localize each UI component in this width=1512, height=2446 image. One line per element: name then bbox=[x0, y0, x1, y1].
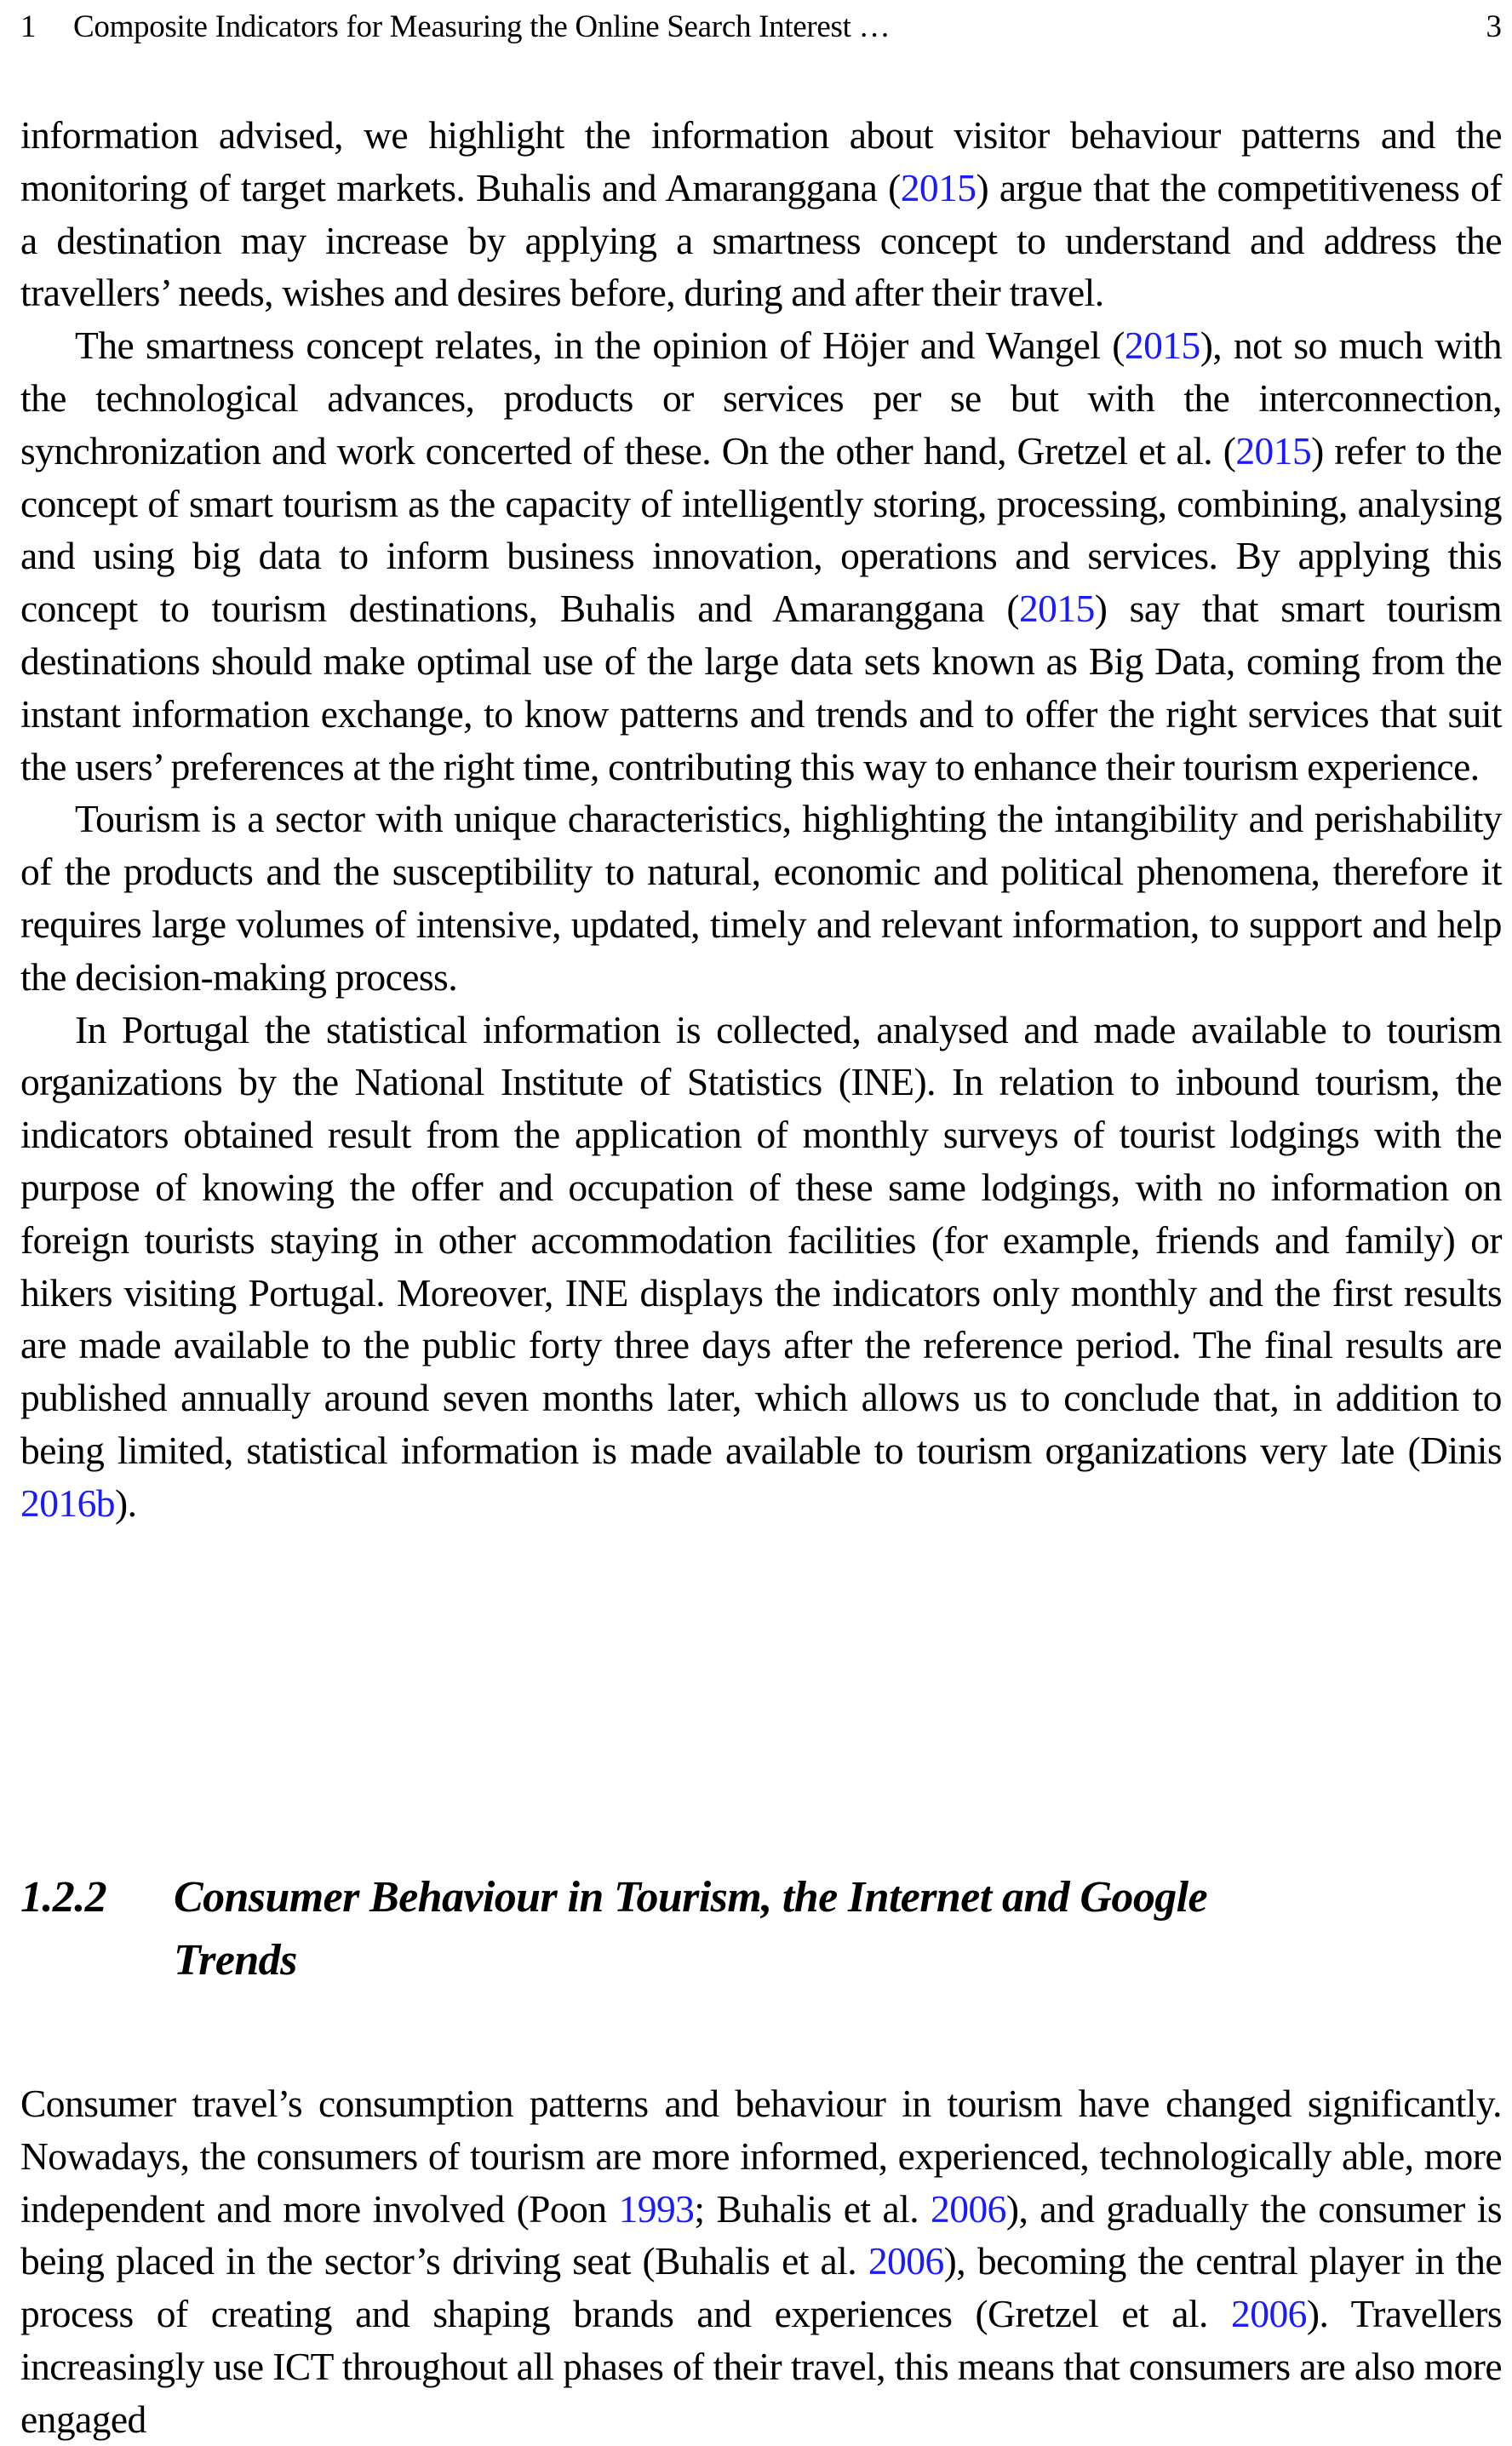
paragraph-text: ) argue that the competitiveness of a destination may increase by applying a smartness concept to understand and address the travellers’ needs, wishes and desires before, during and after their travel. bbox=[20, 165, 1502, 315]
citation-link[interactable]: 2006 bbox=[1231, 2292, 1307, 2336]
paragraph-text: ). Travellers increasingly use ICT throughout all phases of their travel, this means that consumers are also more engaged bbox=[20, 2292, 1502, 2441]
paragraph-text: Consumer travel’s consumption patterns and behaviour in tourism have changed significantly. Nowadays, the consumers of tourism are more informed, experienced, technologically able, more independent and more involved (Poon bbox=[20, 2082, 1502, 2231]
section-title: Consumer Behaviour in Tourism, the Internet and Google Trends bbox=[174, 1873, 1207, 1985]
citation-link[interactable]: 2015 bbox=[900, 165, 976, 209]
chapter-number: 1 bbox=[20, 9, 37, 44]
paragraph bbox=[20, 793, 1502, 1003]
paragraph bbox=[20, 109, 1502, 319]
paragraph bbox=[20, 319, 1502, 793]
page-number: 3 bbox=[1486, 9, 1502, 44]
chapter-title: Composite Indicators for Measuring the Online Search Interest … bbox=[73, 9, 891, 44]
paragraph-text: ) refer to the concept of smart tourism as the capacity of intelligently storing, processing, combining, analysing and using big data to inform business innovation, operations and services. By applying this concept to tourism destinations, Buhalis and Amaranggana ( bbox=[20, 428, 1502, 631]
citation-link[interactable]: 2016b bbox=[20, 1481, 116, 1525]
paragraph-text: The smartness concept relates, in the opinion of Höjer and Wangel ( bbox=[75, 324, 1125, 368]
citation-link[interactable]: 2015 bbox=[1235, 428, 1312, 473]
paragraph-text: In Portugal the statistical information is collected, analysed and made available to tourism organizations by the National Institute of Statistics (INE). In relation to inbound tourism, the indicators obtained result from the application of monthly surveys of tourist lodgings with the purpose of knowing the offer and occupation of these same lodgings, with no information on foreign tourists staying in other accommodation facilities (for example, friends and family) or hikers visiting Portugal. Moreover, INE displays the indicators only monthly and the first results are made available to the public forty three days after the reference period. The final results are published annually around seven months later, which allows us to conclude that, in addition to being limited, statistical information is made available to tourism organizations very late (Dinis bbox=[20, 1007, 1502, 1472]
body-text-block bbox=[20, 109, 1502, 1530]
paragraph-text: ), and gradually the consumer is being placed in the sector’s driving seat (Buhalis et al. bbox=[20, 2186, 1502, 2283]
citation-link[interactable]: 1993 bbox=[618, 2186, 695, 2231]
section-number: 1.2.2 bbox=[20, 1873, 107, 1922]
citation-link[interactable]: 2015 bbox=[1018, 587, 1095, 631]
paragraph bbox=[20, 2077, 1502, 2446]
paragraph-text: Tourism is a sector with unique characteristics, highlighting the intangibility and perishability of the products and the susceptibility to natural, economic and political phenomena, therefore it requires large volumes of intensive, updated, timely and relevant information, to support and help the decision-making process. bbox=[20, 797, 1502, 999]
section-body-text-block bbox=[20, 2077, 1502, 2446]
running-head bbox=[20, 7, 1502, 48]
paragraph-text: ), not so much with the technological advances, products or services per se but with the interconnection, synchronization and work concerted of these. On the other hand, Gretzel et al. ( bbox=[20, 324, 1503, 473]
paragraph-text: ). bbox=[115, 1481, 137, 1525]
citation-link[interactable]: 2015 bbox=[1124, 324, 1200, 368]
paragraph-text: ; Buhalis et al. bbox=[694, 2186, 931, 2231]
citation-link[interactable]: 2006 bbox=[931, 2186, 1006, 2231]
citation-link[interactable]: 2006 bbox=[868, 2239, 944, 2283]
paragraph-text: ), becoming the central player in the process of creating and shaping brands and experiences (Gretzel et al. bbox=[20, 2239, 1502, 2336]
paragraph bbox=[20, 1004, 1502, 1530]
paragraph-text: ) say that smart tourism destinations should make optimal use of the large data sets known as Big Data, coming from the instant information exchange, to know patterns and trends and to offer the right services that suit the users’ preferences at the right time, contributing this way to enhance their tourism experience. bbox=[20, 587, 1502, 788]
paragraph-text: information advised, we highlight the information about visitor behaviour patterns and the monitoring of target markets. Buhalis and Amaranggana ( bbox=[20, 113, 1502, 209]
